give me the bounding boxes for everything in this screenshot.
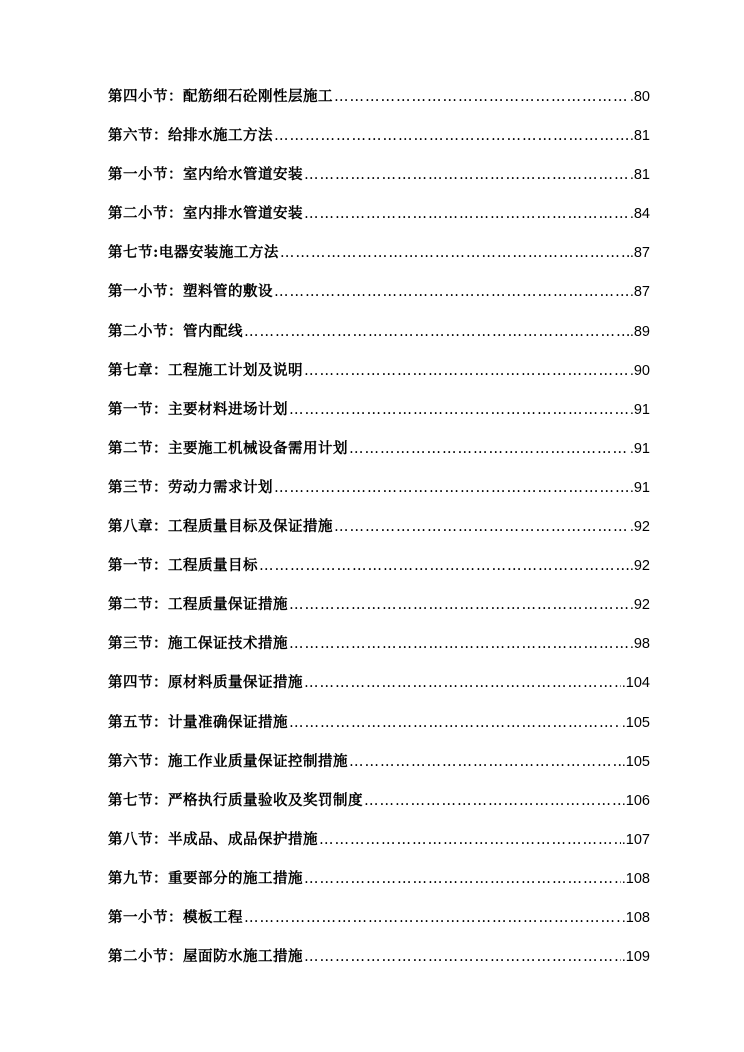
toc-entry[interactable] (108, 553, 650, 592)
toc-entry-title: 第二小节：屋面防水施工措施 (108, 948, 303, 966)
dot-leader (349, 749, 621, 775)
dot-leader (304, 670, 621, 696)
toc-entry-page-number: .87 (629, 245, 650, 262)
toc-entry-title: 第七节：严格执行质量验收及奖罚制度 (108, 791, 363, 809)
toc-entry[interactable] (108, 944, 650, 983)
toc-entry-title: 第八章：工程质量目标及保证措施 (108, 518, 333, 536)
toc-entry-title: 第五节：计量准确保证措施 (108, 713, 288, 731)
toc-entry-page-number: .109 (621, 949, 650, 966)
toc-entry-page-number: .91 (629, 401, 650, 418)
toc-entry-page-number: .84 (629, 206, 650, 223)
toc-entry-page-number: .87 (629, 284, 650, 301)
toc-entry-page-number: .108 (621, 870, 650, 887)
toc-entry-title: 第一节：主要材料进场计划 (108, 400, 288, 418)
toc-entry-page-number: .108 (621, 909, 650, 926)
toc-entry-title: 第三节：劳动力需求计划 (108, 478, 273, 496)
table-of-contents (108, 84, 650, 983)
toc-entry-page-number: .89 (629, 323, 650, 340)
toc-entry-title: 第一小节：室内给水管道安装 (108, 166, 303, 184)
dot-leader (289, 631, 629, 657)
dot-leader (364, 788, 621, 814)
toc-entry[interactable] (108, 162, 650, 201)
toc-entry[interactable] (108, 436, 650, 475)
toc-entry-title: 第七节:电器安装施工方法 (108, 244, 279, 262)
toc-entry[interactable] (108, 710, 650, 749)
toc-entry-title: 第六节：给排水施工方法 (108, 127, 273, 145)
toc-entry[interactable] (108, 592, 650, 631)
toc-entry-page-number: .92 (629, 558, 650, 575)
toc-entry[interactable] (108, 123, 650, 162)
toc-entry-page-number: .92 (629, 597, 650, 614)
dot-leader (244, 905, 621, 931)
toc-entry-title: 第三节：施工保证技术措施 (108, 635, 288, 653)
toc-entry-page-number: .91 (629, 440, 650, 457)
dot-leader (280, 240, 629, 266)
toc-entry[interactable] (108, 397, 650, 436)
toc-entry-page-number: .106 (621, 792, 650, 809)
toc-entry[interactable] (108, 240, 650, 279)
toc-entry[interactable] (108, 788, 650, 827)
toc-entry-title: 第八节：半成品、成品保护措施 (108, 830, 318, 848)
toc-entry[interactable] (108, 201, 650, 240)
toc-entry[interactable] (108, 514, 650, 553)
toc-entry[interactable] (108, 905, 650, 944)
toc-entry-page-number: .98 (629, 636, 650, 653)
toc-entry-page-number: .92 (629, 519, 650, 536)
toc-entry-title: 第六节：施工作业质量保证控制措施 (108, 752, 348, 770)
dot-leader (274, 279, 629, 305)
toc-entry-page-number: .91 (629, 479, 650, 496)
toc-entry-page-number: .81 (629, 167, 650, 184)
dot-leader (304, 866, 621, 892)
dot-leader (289, 397, 629, 423)
toc-entry-page-number: .81 (629, 128, 650, 145)
toc-entry-page-number: .104 (621, 675, 650, 692)
toc-entry-title: 第七章：工程施工计划及说明 (108, 361, 303, 379)
toc-entry-page-number: .105 (621, 753, 650, 770)
dot-leader (274, 123, 629, 149)
toc-entry[interactable] (108, 866, 650, 905)
dot-leader (304, 201, 629, 227)
toc-entry[interactable] (108, 358, 650, 397)
dot-leader (304, 944, 621, 970)
toc-entry[interactable] (108, 475, 650, 514)
toc-entry-title: 第四小节：配筋细石砼刚性层施工 (108, 88, 333, 105)
toc-entry[interactable] (108, 749, 650, 788)
dot-leader (289, 592, 629, 618)
toc-entry-title: 第二小节：管内配线 (108, 322, 243, 340)
dot-leader (304, 358, 629, 384)
dot-leader (244, 319, 629, 345)
dot-leader (334, 514, 629, 540)
dot-leader (349, 436, 629, 462)
dot-leader (289, 710, 621, 736)
dot-leader (274, 475, 629, 501)
toc-entry-title: 第一小节：塑料管的敷设 (108, 283, 273, 301)
toc-entry-title: 第一节：工程质量目标 (108, 557, 258, 575)
toc-entry[interactable] (108, 84, 650, 123)
toc-entry-title: 第二小节：室内排水管道安装 (108, 205, 303, 223)
toc-entry-page-number: .90 (629, 362, 650, 379)
toc-entry-page-number: .105 (621, 714, 650, 731)
toc-entry-page-number: .107 (621, 831, 650, 848)
toc-entry[interactable] (108, 670, 650, 709)
dot-leader (319, 827, 621, 853)
toc-entry-title: 第四节：原材料质量保证措施 (108, 674, 303, 692)
toc-entry[interactable] (108, 827, 650, 866)
toc-entry-title: 第一小节：模板工程 (108, 908, 243, 926)
toc-entry-title: 第二节：主要施工机械设备需用计划 (108, 439, 348, 457)
dot-leader (259, 553, 629, 579)
toc-entry-title: 第二节：工程质量保证措施 (108, 596, 288, 614)
dot-leader (304, 162, 629, 188)
toc-entry[interactable] (108, 631, 650, 670)
toc-entry[interactable] (108, 279, 650, 318)
toc-entry[interactable] (108, 319, 650, 358)
dot-leader (334, 84, 629, 110)
toc-entry-title: 第九节：重要部分的施工措施 (108, 869, 303, 887)
toc-entry-page-number: .80 (629, 89, 650, 105)
